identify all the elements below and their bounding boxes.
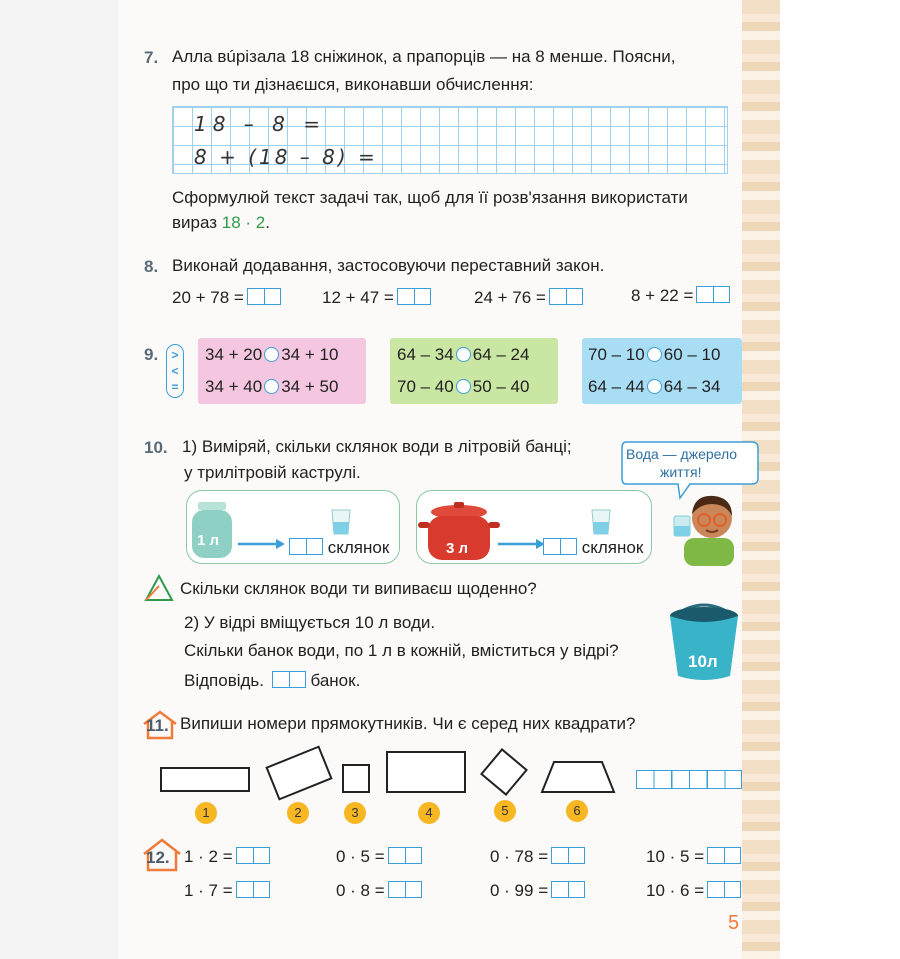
answer-box[interactable] — [551, 847, 585, 864]
shape-label-5: 5 — [494, 800, 516, 822]
arrow-icon — [238, 538, 286, 550]
glass-icon — [330, 508, 352, 536]
pot-answer — [540, 537, 643, 559]
task-12-item — [184, 880, 270, 902]
compare-row — [397, 344, 529, 366]
task-11-title: Випиши номери прямокутників. Чи є серед них квадрати? — [180, 714, 636, 733]
jar-label: 1 л — [197, 532, 220, 549]
shape-label-4: 4 — [418, 802, 440, 824]
compare-right: 64 – 24 — [472, 345, 530, 364]
task-11-number: 11. — [146, 716, 169, 735]
task-12-item — [336, 846, 422, 868]
glasses-word: склянок — [581, 538, 644, 557]
shape-label-3: 3 — [344, 802, 366, 824]
answer-box[interactable] — [388, 847, 422, 864]
task-7-word: вираз — [172, 213, 218, 232]
task-8-title: Виконай додавання, застосовуючи переставний закон. — [172, 256, 605, 275]
shape-4-rectangle — [386, 751, 466, 793]
task-12-item — [490, 846, 585, 868]
compare-row — [397, 376, 529, 398]
task-7-line-1: Алла вúрізала 18 сніжинок, а прапорців — на 8 менше. Поясни, — [172, 47, 676, 66]
handwritten-expression-1: 18 – 8 = — [194, 112, 327, 136]
handwritten-expression-2: 8 + (18 – 8) = — [194, 145, 378, 169]
compare-right: 60 – 10 — [663, 345, 721, 364]
arrow-icon — [498, 538, 546, 550]
task-7-line-3: Сформулюй текст задачі так, щоб для її розв'язання використати — [172, 188, 688, 207]
bucket-label: 10л — [688, 652, 718, 671]
compare-circle[interactable] — [264, 347, 279, 362]
compare-left: 34 + 40 — [205, 377, 263, 396]
task-11-answer-cells[interactable] — [636, 770, 742, 789]
compare-row — [588, 344, 720, 366]
task-12-expr: 0 · 78 = — [490, 847, 549, 866]
task-8-expr-2: 12 + 47 = — [322, 288, 394, 307]
scan-background-left — [0, 0, 118, 959]
comparison-signs-badge: > < = — [166, 344, 184, 398]
task-8-expr-1: 20 + 78 = — [172, 288, 244, 307]
bubble-line-1: Вода — джерело — [626, 446, 738, 462]
task-12-item — [490, 880, 585, 902]
task-12-expr: 0 · 99 = — [490, 881, 549, 900]
task-7-number: 7. — [144, 48, 159, 67]
task-12-number: 12. — [146, 848, 170, 867]
answer-box[interactable] — [388, 881, 422, 898]
task-10-line-1: 1) Виміряй, скільки склянок води в літровій банці; — [182, 437, 572, 456]
task-10-line-2: у трилітровій каструлі. — [184, 463, 361, 482]
compare-row — [588, 376, 720, 398]
compare-circle[interactable] — [456, 379, 471, 394]
task-10-number: 10. — [144, 438, 168, 457]
answer-box[interactable] — [696, 286, 730, 303]
shape-label-6: 6 — [566, 800, 588, 822]
boy-illustration — [670, 488, 746, 566]
task-8-expr-3: 24 + 76 = — [474, 288, 546, 307]
task-8-expr-4: 8 + 22 = — [631, 286, 694, 305]
shape-label-2: 2 — [287, 802, 309, 824]
glasses-word: склянок — [327, 538, 390, 557]
task-8-item-3 — [474, 287, 583, 309]
task-7-line-4 — [172, 212, 270, 234]
scan-background-right — [780, 0, 900, 959]
triangle-icon — [144, 574, 174, 602]
jar-answer — [286, 537, 389, 559]
task-12-expr: 1 · 7 = — [184, 881, 233, 900]
compare-left: 70 – 40 — [397, 377, 454, 396]
task-12-expr: 10 · 5 = — [646, 847, 705, 866]
compare-circle[interactable] — [264, 379, 279, 394]
answer-box[interactable] — [397, 288, 431, 305]
answer-box[interactable] — [707, 847, 741, 864]
answer-box[interactable] — [289, 538, 323, 555]
task-10-answer — [184, 670, 360, 692]
compare-right: 64 – 34 — [663, 377, 721, 396]
task-7-dot: . — [265, 213, 270, 232]
compare-circle[interactable] — [456, 347, 471, 362]
answer-box[interactable] — [236, 881, 270, 898]
task-12-item — [184, 846, 270, 868]
task-12-item — [646, 846, 741, 868]
bubble-line-2: життя! — [660, 464, 702, 480]
compare-right: 50 – 40 — [472, 377, 530, 396]
answer-box[interactable] — [707, 881, 741, 898]
task-10-part-2-line-1: 2) У відрі вміщується 10 л води. — [184, 613, 436, 632]
answer-box[interactable] — [551, 881, 585, 898]
pot-label: 3 л — [446, 540, 469, 557]
task-8-item-4 — [631, 285, 730, 307]
shape-1-rectangle — [160, 767, 250, 792]
compare-right: 34 + 10 — [281, 345, 339, 364]
task-8-item-2 — [322, 287, 431, 309]
task-9-number: 9. — [144, 345, 159, 364]
daily-water-question: Скільки склянок води ти випиваєш щоденно? — [180, 579, 537, 598]
compare-right: 34 + 50 — [281, 377, 339, 396]
task-12-expr: 0 · 5 = — [336, 847, 385, 866]
task-10-part-2-line-2: Скільки банок води, по 1 л в кожній, вміститься у відрі? — [184, 641, 619, 660]
compare-left: 70 – 10 — [588, 345, 645, 364]
shape-label-1: 1 — [195, 802, 217, 824]
answer-box[interactable] — [272, 671, 306, 688]
task-12-expr: 1 · 2 = — [184, 847, 233, 866]
compare-left: 64 – 44 — [588, 377, 645, 396]
compare-circle[interactable] — [647, 379, 662, 394]
compare-row — [205, 344, 338, 366]
shape-3-square — [342, 764, 370, 793]
answer-box[interactable] — [543, 538, 577, 555]
task-7-expression: 18 · 2 — [221, 213, 266, 232]
task-8-item-1 — [172, 287, 281, 309]
compare-circle[interactable] — [647, 347, 662, 362]
task-12-expr: 10 · 6 = — [646, 881, 705, 900]
answer-label: Відповідь. — [184, 671, 265, 690]
task-8-number: 8. — [144, 257, 159, 276]
page-number: 5 — [728, 912, 740, 934]
compare-left: 64 – 34 — [397, 345, 454, 364]
answer-unit: банок. — [310, 671, 361, 690]
compare-row — [205, 376, 338, 398]
answer-box[interactable] — [247, 288, 281, 305]
task-7-line-2: про що ти дізнаєшся, виконавши обчислення: — [172, 75, 534, 94]
task-12-item — [646, 880, 741, 902]
glass-icon — [590, 508, 612, 536]
jar-icon — [190, 500, 234, 560]
task-12-expr: 0 · 8 = — [336, 881, 385, 900]
answer-box[interactable] — [549, 288, 583, 305]
answer-box[interactable] — [236, 847, 270, 864]
shape-6-trapezoid — [540, 760, 616, 794]
compare-left: 34 + 20 — [205, 345, 263, 364]
task-12-item — [336, 880, 422, 902]
